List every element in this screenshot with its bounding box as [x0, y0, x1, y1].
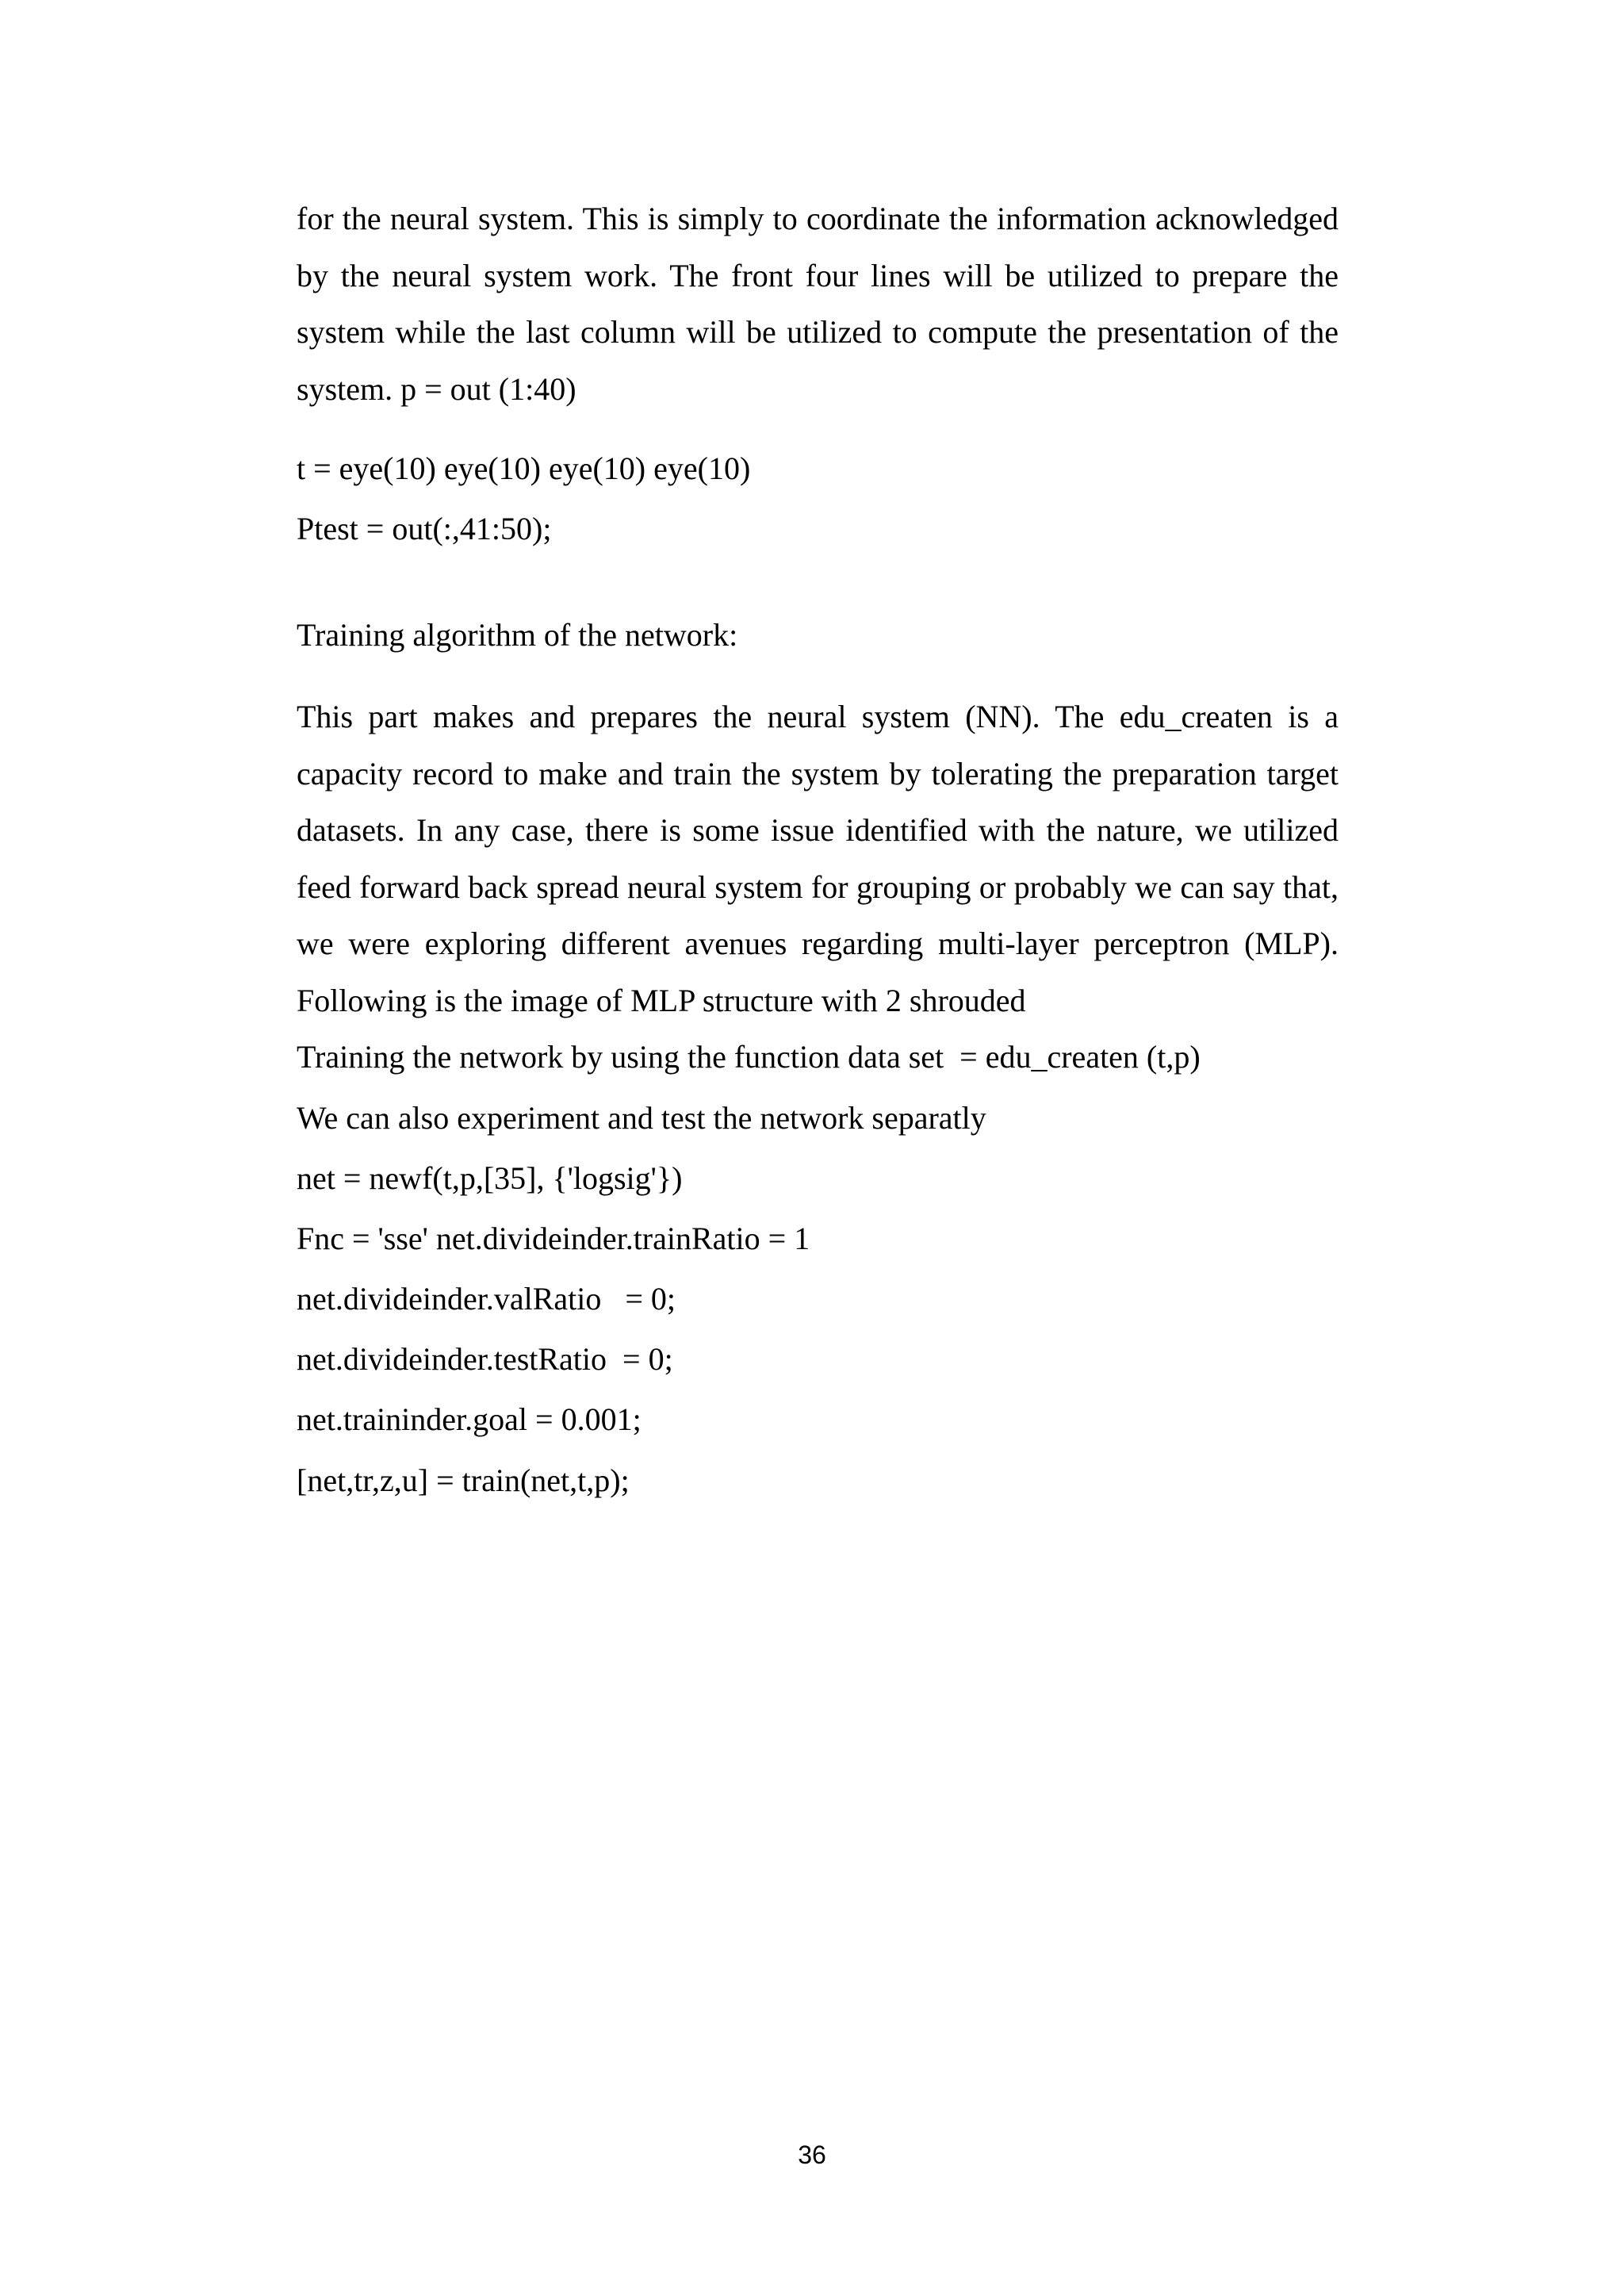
code-line-t: t = eye(10) eye(10) eye(10) eye(10): [297, 450, 751, 486]
paragraph-intro: for the neural system. This is simply to coordinate the information acknowledged by the neural system work. The front four lines will be utilized to prepare the system while the last column will be utilized to compute the presentation of the system. p = out (1:40): [297, 201, 1339, 407]
code-line-goal: net.traininder.goal = 0.001;: [297, 1401, 642, 1437]
page-number: 36: [798, 2141, 826, 2169]
code-line-test-ratio: net.divideinder.testRatio = 0;: [297, 1341, 673, 1377]
paragraph-training: This part makes and prepares the neural system (NN). The edu_createn is a capacity record to make and train the system by tolerating the preparation target datasets. In any case, there is some issue identified with the nature, we utilized feed forward back spread neural system for grouping or probably we can say that, we were exploring different avenues regarding multi-layer perceptron (MLP). Following is the image of MLP structure with 2 shrouded: [297, 699, 1339, 1018]
code-line-val-ratio: net.divideinder.valRatio = 0;: [297, 1281, 676, 1317]
section-heading-training: Training algorithm of the network:: [297, 617, 738, 653]
code-line-ptest: Ptest = out(:,41:50);: [297, 511, 552, 546]
code-line-net-newf: net = newf(t,p,[35], {'logsig'}): [297, 1160, 683, 1196]
code-line-train: [net,tr,z,u] = train(net,t,p);: [297, 1462, 630, 1498]
code-line-fnc: Fnc = 'sse' net.divideinder.trainRatio = 1: [297, 1221, 810, 1256]
text-line-experiment: We can also experiment and test the network separatly: [297, 1100, 986, 1136]
text-line-training-network: Training the network by using the function data set = edu_createn (t,p): [297, 1039, 1201, 1075]
